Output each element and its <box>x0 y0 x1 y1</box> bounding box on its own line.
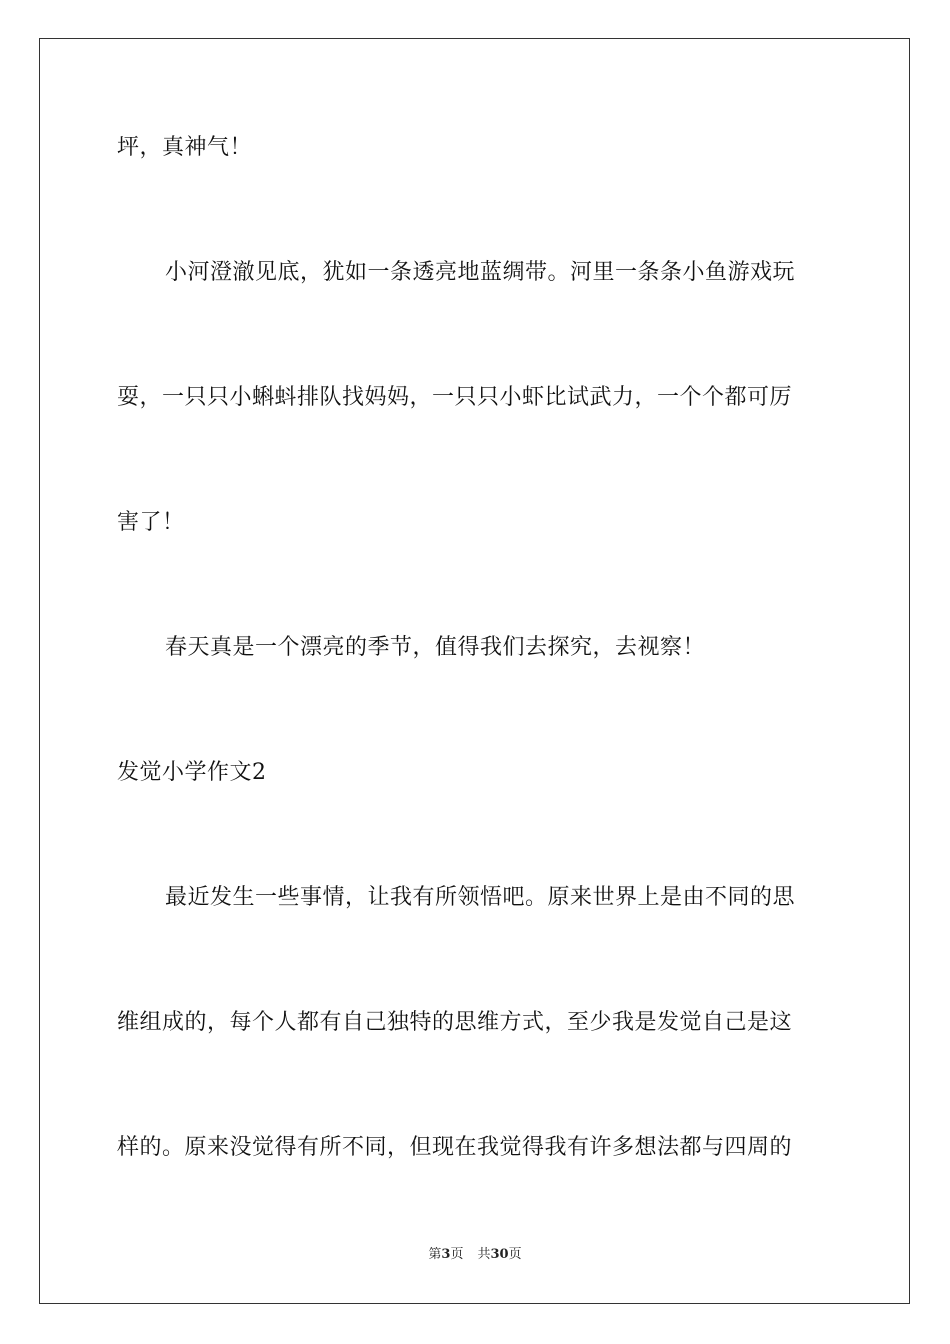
paragraph-line-spring: 春天真是一个漂亮的季节，值得我们去探究，去视察！ <box>165 635 706 660</box>
paragraph-line-river-end: 害了！ <box>117 510 185 535</box>
paragraph-line-discovery-end: 样的。原来没觉得有所不同，但现在我觉得我有许多想法都与四周的 <box>117 1135 793 1160</box>
footer-page-number: 3 <box>441 1247 451 1262</box>
paragraph-line-discovery-start: 最近发生一些事情，让我有所领悟吧。原来世界上是由不同的思 <box>165 885 796 910</box>
footer-total-suffix: 页 <box>508 1247 522 1262</box>
footer-page-prefix: 第 <box>428 1247 442 1262</box>
page-footer <box>0 1246 950 1264</box>
paragraph-line-river-middle: 耍，一只只小蝌蚪排队找妈妈，一只只小虾比试武力，一个个都可厉 <box>117 385 793 410</box>
paragraph-line-discovery-middle: 维组成的，每个人都有自己独特的思维方式，至少我是发觉自己是这 <box>117 1010 793 1035</box>
footer-total-prefix: 共 <box>477 1247 491 1262</box>
paragraph-line-continuation: 坪，真神气！ <box>117 135 253 160</box>
footer-page-suffix: 页 <box>450 1247 464 1262</box>
paragraph-line-river-start: 小河澄澈见底，犹如一条透亮地蓝绸带。河里一条条小鱼游戏玩 <box>165 260 796 285</box>
page-border <box>39 38 910 1304</box>
section-heading: 发觉小学作文2 <box>117 760 267 785</box>
footer-total-pages: 30 <box>490 1247 509 1262</box>
